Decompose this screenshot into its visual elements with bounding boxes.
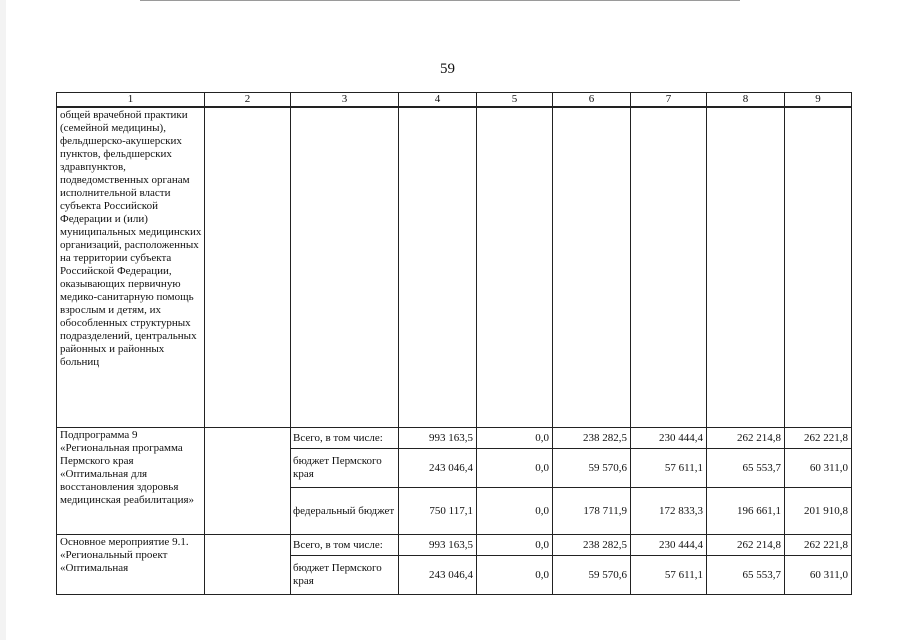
column-header: 3 (291, 93, 399, 108)
table-row (57, 107, 852, 428)
table-cell (291, 107, 399, 428)
top-rule (140, 0, 740, 1)
value-cell: 243 046,4 (399, 449, 477, 488)
value-cell: 238 282,5 (553, 428, 631, 449)
column-header: 9 (785, 93, 852, 108)
continued-row-name: общей врачебной практики (семейной медицины), фельдшерско-акушерских пунктов, фельдшерских здравпунктов, подведомственных органам исполнительной власти субъекта Российской Федерации и (или) муниципальных медицинских организаций, расположенных на территории субъекта Российской Федерации, оказывающих первичную медико-санитарную помощь взрослым и детям, их обособленных структурных подразделений, центральных районных и районных больниц (57, 107, 205, 428)
table-cell (707, 107, 785, 428)
funding-source-label: бюджет Пермского края (291, 556, 399, 595)
table-cell (631, 107, 707, 428)
funding-source-label: Всего, в том числе: (291, 535, 399, 556)
value-cell: 230 444,4 (631, 428, 707, 449)
table-cell (785, 107, 852, 428)
table-row (57, 535, 852, 556)
value-cell: 262 221,8 (785, 535, 852, 556)
value-cell: 0,0 (477, 449, 553, 488)
value-cell: 262 221,8 (785, 428, 852, 449)
value-cell: 59 570,6 (553, 556, 631, 595)
funding-source-label: федеральный бюджет (291, 488, 399, 535)
column-header: 6 (553, 93, 631, 108)
value-cell: 993 163,5 (399, 428, 477, 449)
value-cell: 57 611,1 (631, 556, 707, 595)
value-cell: 60 311,0 (785, 449, 852, 488)
value-cell: 172 833,3 (631, 488, 707, 535)
table-cell (477, 107, 553, 428)
value-cell: 57 611,1 (631, 449, 707, 488)
value-cell: 65 553,7 (707, 556, 785, 595)
scan-edge (0, 0, 6, 640)
value-cell: 262 214,8 (707, 535, 785, 556)
column-header: 1 (57, 93, 205, 108)
funding-source-label: Всего, в том числе: (291, 428, 399, 449)
value-cell: 0,0 (477, 556, 553, 595)
page-number: 59 (440, 61, 455, 77)
column-header: 4 (399, 93, 477, 108)
funding-source-label: бюджет Пермского края (291, 449, 399, 488)
value-cell: 993 163,5 (399, 535, 477, 556)
value-cell: 59 570,6 (553, 449, 631, 488)
value-cell: 60 311,0 (785, 556, 852, 595)
value-cell: 0,0 (477, 488, 553, 535)
value-cell: 196 661,1 (707, 488, 785, 535)
budget-table (56, 92, 852, 595)
table-cell (205, 107, 291, 428)
value-cell: 65 553,7 (707, 449, 785, 488)
table-cell (399, 107, 477, 428)
value-cell: 0,0 (477, 428, 553, 449)
table-cell (205, 428, 291, 535)
column-header: 8 (707, 93, 785, 108)
subprogram-name: Подпрограмма 9 «Региональная программа Пермского края «Оптимальная для восстановления здоровья медицинская реабилитация» (57, 428, 205, 535)
value-cell: 178 711,9 (553, 488, 631, 535)
value-cell: 201 910,8 (785, 488, 852, 535)
column-header-row (57, 93, 852, 108)
table-row (57, 428, 852, 449)
value-cell: 750 117,1 (399, 488, 477, 535)
value-cell: 0,0 (477, 535, 553, 556)
table-cell (553, 107, 631, 428)
table-cell (205, 535, 291, 595)
column-header: 7 (631, 93, 707, 108)
measure-name: Основное мероприятие 9.1. «Региональный проект «Оптимальная (57, 535, 205, 595)
value-cell: 262 214,8 (707, 428, 785, 449)
column-header: 5 (477, 93, 553, 108)
value-cell: 238 282,5 (553, 535, 631, 556)
value-cell: 230 444,4 (631, 535, 707, 556)
value-cell: 243 046,4 (399, 556, 477, 595)
column-header: 2 (205, 93, 291, 108)
